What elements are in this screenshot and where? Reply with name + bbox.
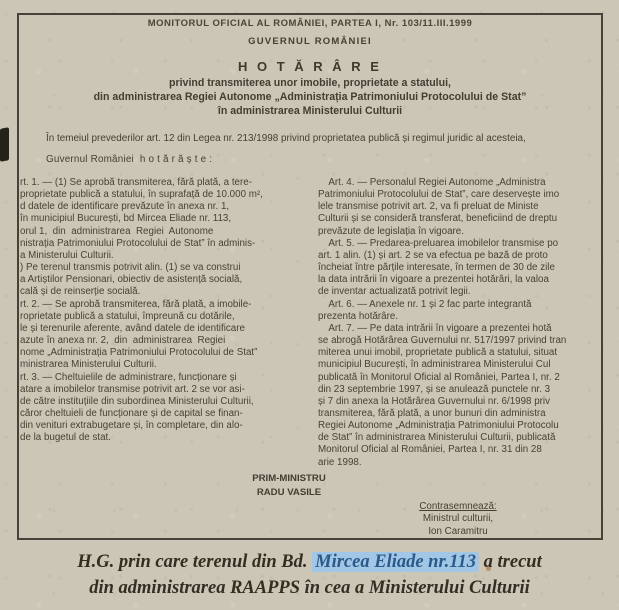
text-line: lele transmise potrivit art. 2, va fi preluat de Ministe: [318, 201, 539, 213]
text-line: și 7 din anexa la Hotărârea Guvernului nr. 6/1998 priv: [318, 395, 550, 407]
text-line: de către instituțiile din subordinea Ministerului Culturii,: [20, 395, 254, 407]
text-line: Regiei Autonome „Administrația Patrimoniului Protocolu: [318, 420, 559, 432]
text-line: de la bugetul de stat.: [20, 432, 111, 444]
text-line: Monitorul Oficial al României, Partea I, nr. 31 din 28: [318, 444, 542, 456]
text-line: Culturii și se consideră transferat, beneficiind de dreptu: [318, 213, 558, 225]
text-line: privind transmiterea unor imobile, proprietate a statului,: [169, 77, 451, 89]
text-line: de inventar actualizată potrivit legii.: [318, 286, 471, 298]
text-line: ) Pe terenul transmis potrivit alin. (1) se va construi: [20, 262, 241, 274]
article-text-right-column: [318, 177, 603, 469]
text-line: Art. 5. — Predarea-preluarea imobilelor transmise po: [318, 237, 559, 249]
text-line: nome „Administrația Patrimoniului Protocolului de Stat”: [20, 347, 258, 359]
text-line: publicată în Monitorul Oficial al României, Partea I, nr. 2: [318, 371, 560, 383]
text-line: rt. 1. — (1) Se aprobă transmiterea, fără plată, a tere-: [20, 177, 252, 188]
editorial-caption: [0, 549, 619, 601]
issuer-line: GUVERNUL ROMÂNIEI: [248, 36, 372, 47]
text-line: d datele de identificare prevăzute în anexa nr. 1,: [20, 201, 230, 213]
text-line: prezenta hotărâre.: [318, 310, 399, 322]
text-line: transmiterea, fără plată, a unor bunuri din administra: [318, 407, 546, 419]
text-line: azute în anexa nr. 2, din administrarea Regiei: [20, 335, 226, 347]
scan-ink-blob: [0, 127, 9, 162]
gazette-masthead: MONITORUL OFICIAL AL ROMÂNIEI, PARTEA I, Nr. 103/11.III.1999: [147, 18, 473, 29]
text-line: municipiul București, în administrarea Ministerului Cul: [318, 359, 551, 371]
text-line: încheiat între părțile interesate, în termen de 30 de zile: [318, 262, 555, 274]
text-line: în municipiul București, bd Mircea Eliade nr. 113,: [20, 213, 232, 225]
text-line: rt. 3. — Cheltuielile de administrare, funcționare și: [20, 371, 237, 383]
text-line: cală și de reinserție socială.: [20, 286, 141, 298]
text-line: orul 1, din administrarea Regiei Autonome: [20, 225, 214, 237]
countersign-label: Contrasemnează:: [419, 501, 497, 512]
newspaper-clipping: [17, 13, 603, 540]
text-line: Art. 6. — Anexele nr. 1 și 2 fac parte integrantă: [318, 298, 532, 310]
text-line: în administrarea Ministerului Culturii: [217, 104, 403, 117]
pm-title: PRIM-MINISTRU: [252, 473, 326, 484]
text-line: ministrarea Ministerului Culturii.: [20, 359, 157, 371]
countersign-block: [383, 501, 533, 538]
text-line: nistrația Patrimoniului Protocolului de Stat” în adminis-: [20, 237, 256, 249]
text-line: roprietate publică a statului, împreună cu dotările,: [20, 310, 235, 322]
minister-title: Ministrul culturii,: [422, 513, 494, 525]
minister-name: Ion Caramitru: [428, 525, 488, 537]
text-line: atare a imobilelor transmise potrivit art. 2 se vor asi-: [20, 383, 245, 395]
text-line: Art. 7. — Pe data intrării în vigoare a prezentei hotă: [318, 322, 552, 334]
text-line: de Stat” în administrarea Ministerului Culturii, publicată: [318, 432, 556, 444]
text-line: din venituri extrabugetare și, în completare, din alo-: [20, 420, 243, 432]
text-line: a Artiștilor Pensionari, obiectiv de asistență socială,: [20, 274, 243, 286]
text-line: rt. 2. — Se aprobă transmiterea, fără plată, a imobile-: [20, 298, 252, 310]
text-line: prevăzute de legislația în vigoare.: [318, 225, 464, 237]
legal-basis-line: În temeiul prevederilor art. 12 din Legea nr. 213/1998 privind proprietatea publică și regimul juridic al acesteia,: [46, 133, 526, 144]
caption-highlighted-address: Mircea Eliade nr.113: [312, 552, 479, 572]
text-line: se abrogă Hotărârea Guvernului nr. 517/1997 privind tran: [318, 335, 567, 347]
text-line: Art. 4. — Personalul Regiei Autonome „Administra: [318, 177, 546, 188]
decision-subtitle: [19, 77, 601, 118]
text-line: art. 1 alin. (1) și art. 2 se va efectua pe bază de proto: [318, 249, 548, 261]
text-line: a Ministerului Culturii.: [20, 249, 114, 261]
text-line: le și terenurile aferente, având datele de identificare: [20, 322, 245, 334]
text-line: căror cheltuieli de funcționare și de capital se finan-: [20, 407, 243, 419]
text-line: din administrarea Regiei Autonome „Administrația Patrimoniului Protocolului de Stat”: [93, 90, 527, 103]
pm-name: RADU VASILE: [256, 486, 322, 498]
text-line: proprietate publică a statului, în suprafață de 10.000 m²,: [20, 189, 263, 201]
caption-line-2: din administrarea RAAPPS în cea a Ministerului Culturii: [89, 578, 530, 598]
text-line: Patrimoniului Protocolului de Stat”, care deservește imo: [318, 189, 560, 201]
enactment-line: Guvernul României h o t ă r ă ș t e :: [46, 154, 213, 165]
caption-text-post: a trecut: [479, 552, 542, 572]
text-line: arie 1998.: [318, 456, 362, 468]
caption-text-pre: H.G. prin care terenul din Bd.: [77, 552, 313, 572]
caption-line-1: [0, 549, 619, 575]
decision-title: H O T Ă R Â R E: [238, 59, 382, 74]
text-line: din 23 septembrie 1997, și se anulează punctele nr. 3: [318, 383, 551, 395]
text-line: miterea unui imobil, proprietate publică a statului, situat: [318, 347, 558, 359]
article-text-left-column: [20, 177, 320, 444]
text-line: la data intrării în vigoare a prezentei hotărâri, la valoa: [318, 274, 549, 286]
prime-minister-signature-block: [189, 472, 389, 499]
